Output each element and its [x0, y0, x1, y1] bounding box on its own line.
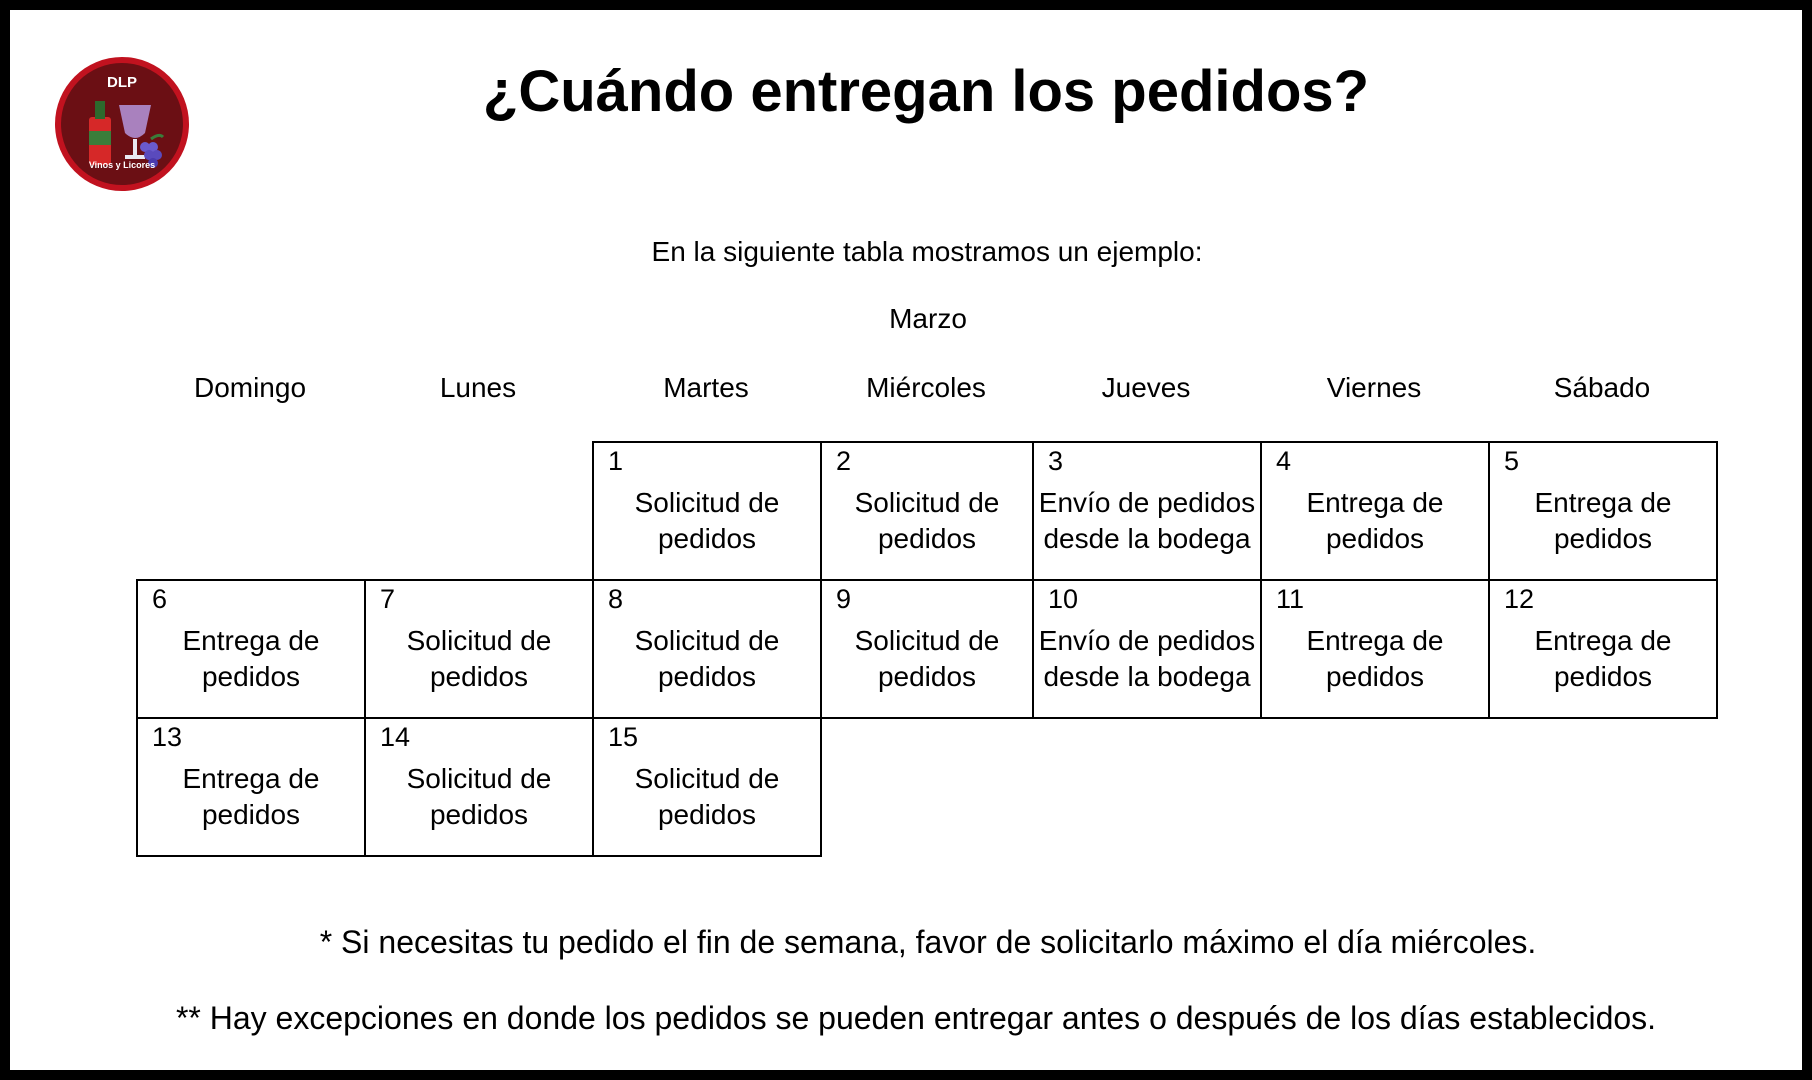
- day-number: 8: [608, 584, 624, 614]
- calendar-day-cell: [136, 717, 366, 857]
- calendar-day-cell: [1488, 441, 1718, 581]
- day-number: 7: [380, 584, 396, 614]
- weekday-label: Lunes: [439, 372, 517, 403]
- day-activity: Solicitud de pedidos: [854, 487, 1000, 554]
- day-activity: Solicitud de pedidos: [634, 487, 780, 554]
- weekday-label: Martes: [663, 372, 749, 403]
- calendar-day-cell: [820, 441, 1034, 581]
- calendar-day-cell: [364, 717, 594, 857]
- day-activity: Envío de pedidos desde la bodega: [1038, 625, 1256, 692]
- day-activity: Solicitud de pedidos: [634, 763, 780, 830]
- day-number: 13: [152, 722, 183, 752]
- day-activity: Entrega de pedidos: [1534, 625, 1672, 692]
- calendar-day-cell: [1032, 441, 1262, 581]
- logo-brand-text: DLP: [107, 74, 137, 91]
- weekday-label: Jueves: [1101, 372, 1191, 403]
- day-activity: Solicitud de pedidos: [854, 625, 1000, 692]
- day-activity: Entrega de pedidos: [182, 625, 320, 692]
- day-number: 10: [1048, 584, 1079, 614]
- footnote-exceptions: ** Hay excepciones en donde los pedidos se pueden entregar antes o después de los días establecidos.: [175, 1000, 1657, 1036]
- day-number: 1: [608, 446, 624, 476]
- calendar-day-cell: [1260, 579, 1490, 719]
- weekday-label: Miércoles: [866, 372, 986, 403]
- day-number: 9: [836, 584, 852, 614]
- calendar-day-cell: [1032, 579, 1262, 719]
- calendar-day-cell: [592, 579, 822, 719]
- calendar-day-cell: [592, 717, 822, 857]
- day-number: 5: [1504, 446, 1520, 476]
- calendar-day-cell: [592, 441, 822, 581]
- footnote-weekend: * Si necesitas tu pedido el fin de semana, favor de solicitarlo máximo el día miércoles.: [319, 924, 1537, 960]
- day-number: 14: [380, 722, 411, 752]
- day-number: 6: [152, 584, 168, 614]
- calendar-day-cell: [136, 579, 366, 719]
- day-activity: Solicitud de pedidos: [406, 625, 552, 692]
- weekday-label: Domingo: [193, 372, 307, 403]
- day-number: 12: [1504, 584, 1535, 614]
- day-activity: Entrega de pedidos: [1306, 625, 1444, 692]
- weekday-label: Viernes: [1326, 372, 1422, 403]
- day-number: 11: [1276, 584, 1305, 614]
- day-number: 15: [608, 722, 639, 752]
- calendar-day-cell: [364, 579, 594, 719]
- day-activity: Solicitud de pedidos: [406, 763, 552, 830]
- weekday-label: Sábado: [1553, 372, 1651, 403]
- day-number: 4: [1276, 446, 1292, 476]
- month-label: Marzo: [889, 303, 967, 334]
- logo-tagline: Vinos y Licores: [88, 160, 156, 170]
- page-title: ¿Cuándo entregan los pedidos?: [482, 59, 1370, 124]
- day-activity: Envío de pedidos desde la bodega: [1038, 487, 1256, 554]
- calendar-day-cell: [1488, 579, 1718, 719]
- intro-text: En la siguiente tabla mostramos un ejemplo:: [651, 236, 1203, 267]
- day-activity: Entrega de pedidos: [1306, 487, 1444, 554]
- day-number: 3: [1048, 446, 1064, 476]
- day-activity: Entrega de pedidos: [1534, 487, 1672, 554]
- day-number: 2: [836, 446, 852, 476]
- calendar-day-cell: [1260, 441, 1490, 581]
- calendar-day-cell: [820, 579, 1034, 719]
- day-activity: Solicitud de pedidos: [634, 625, 780, 692]
- day-activity: Entrega de pedidos: [182, 763, 320, 830]
